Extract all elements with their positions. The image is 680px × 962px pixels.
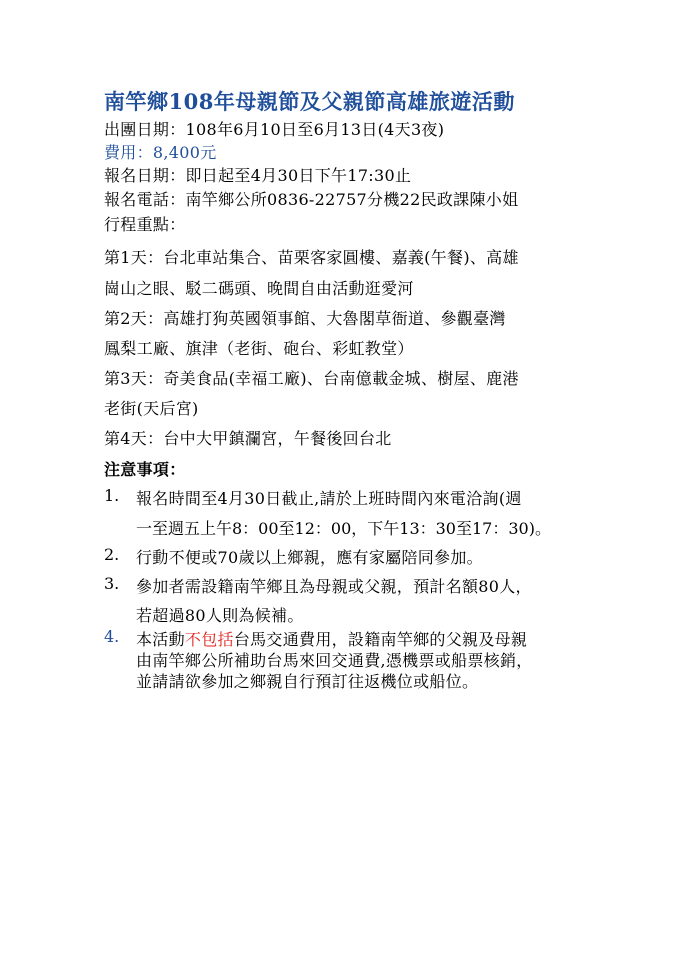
note-2-number: 2. (104, 545, 120, 564)
itinerary-day2-line1: 第2天：高雄打狗英國領事館、大魯閣草衙道、參觀臺灣 (104, 309, 506, 328)
itinerary-day1-line1: 第1天：台北車站集合、苗栗客家圓樓、嘉義(午餐)、高雄 (104, 248, 519, 267)
note-3-line1: 參加者需設籍南竿鄉且為母親或父親，預計名額80人， (136, 577, 532, 596)
note-2-line1: 行動不便或70歲以上鄉親，應有家屬陪同參加。 (136, 548, 483, 567)
note-4-line3: 並請請欲參加之鄉親自行預訂往返機位或船位。 (136, 672, 479, 691)
note-3-number: 3. (104, 574, 120, 593)
register-date: 報名日期：即日起至4月30日下午17:30止 (104, 166, 412, 185)
itinerary-day1-line2: 崗山之眼、駁二碼頭、晚間自由活動逛愛河 (104, 279, 414, 298)
fee: 費用：8,400元 (104, 143, 217, 162)
note-1-line2: 一至週五上午8：00至12：00，下午13：30至17：30)。 (136, 519, 551, 538)
register-phone: 報名電話：南竿鄉公所0836-22757分機22民政課陳小姐 (104, 190, 519, 209)
note-4-line1 (136, 627, 527, 650)
itinerary-day4-line1: 第4天：台中大甲鎮瀾宮，午餐後回台北 (104, 429, 392, 448)
note-4-number: 4. (104, 627, 120, 646)
note-4-line2: 由南竿鄉公所補助台馬來回交通費,憑機票或船票核銷， (136, 651, 533, 670)
itinerary-day2-line2: 鳳梨工廠、旗津（老街、砲台、彩虹教堂） (104, 339, 414, 358)
note-3-line2: 若超過80人則為候補。 (136, 606, 304, 625)
itinerary-heading: 行程重點： (104, 215, 186, 234)
depart-date: 出團日期：108年6月10日至6月13日(4天3夜) (104, 120, 445, 139)
note-1-number: 1. (104, 486, 120, 505)
notes-heading: 注意事項： (104, 460, 186, 479)
note-4-exclusion: 不包括 (184, 630, 234, 649)
note-4-line1-post: 台馬交通費用，設籍南竿鄉的父親及母親 (233, 630, 528, 649)
itinerary-day3-line2: 老街(天后宮) (104, 399, 199, 418)
itinerary-day3-line1: 第3天：奇美食品(幸福工廠)、台南億載金城、樹屋、鹿港 (104, 369, 519, 388)
note-1-line1: 報名時間至4月30日截止,請於上班時間內來電洽詢(週 (136, 489, 522, 508)
document-title: 南竿鄉108年母親節及父親節高雄旅遊活動 (104, 89, 515, 114)
note-4-line1-pre: 本活動 (136, 630, 185, 649)
